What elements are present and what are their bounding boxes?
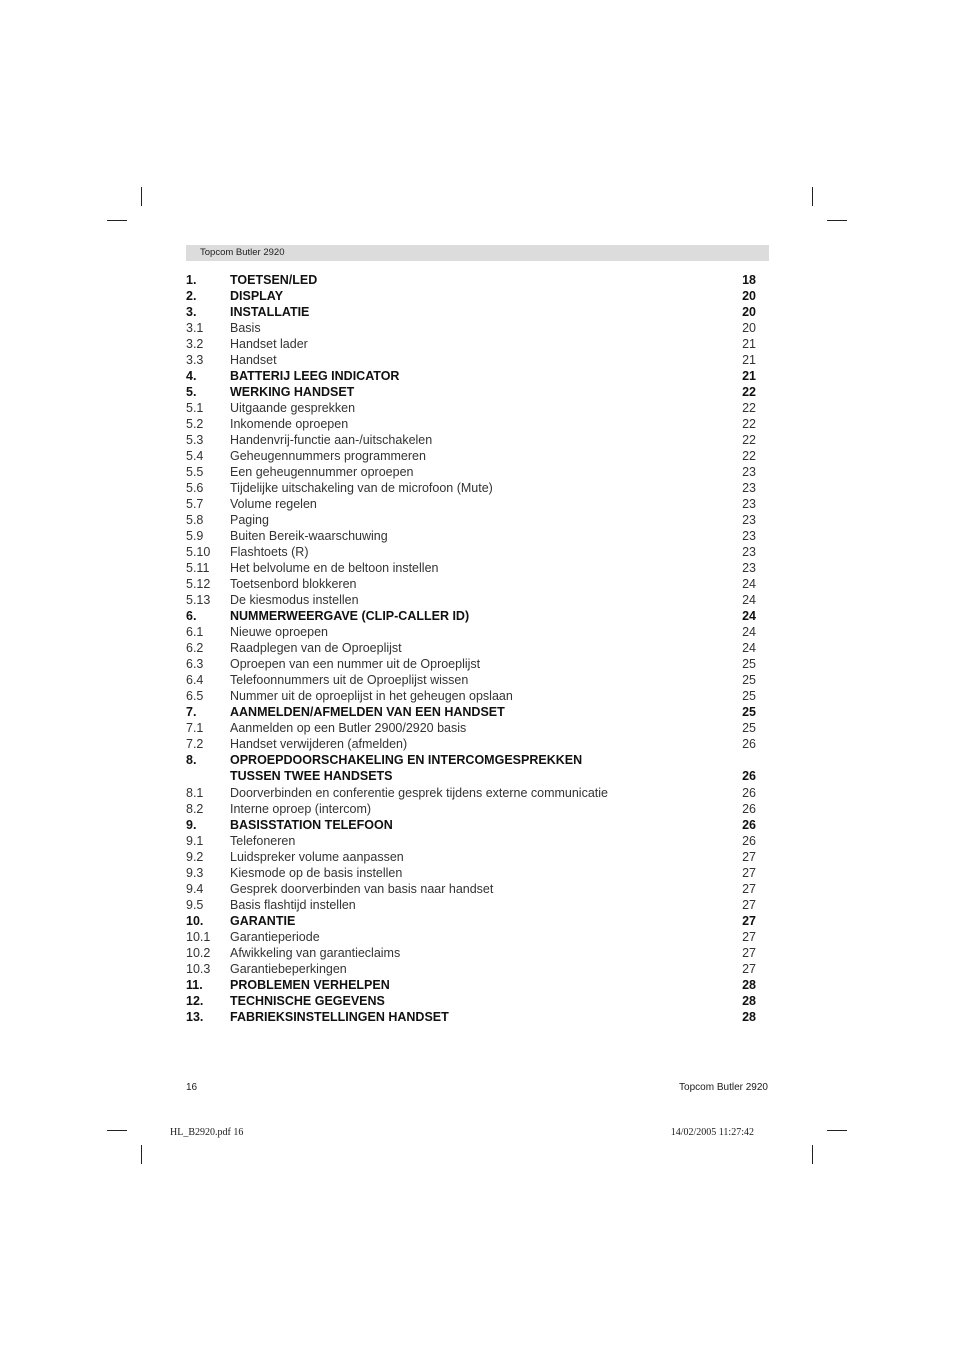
toc-page: 23 bbox=[742, 561, 756, 576]
toc-row bbox=[186, 672, 756, 688]
toc-title: Raadplegen van de Oproeplijst bbox=[230, 641, 402, 656]
toc-title: Flashtoets (R) bbox=[230, 545, 309, 560]
toc-number: 5.7 bbox=[186, 497, 204, 512]
toc-number: 3.2 bbox=[186, 337, 204, 352]
toc-row bbox=[186, 897, 756, 913]
toc-row bbox=[186, 400, 756, 416]
footer-page-number: 16 bbox=[186, 1082, 198, 1093]
crop-mark-bottom-right-horizontal bbox=[827, 1130, 847, 1131]
toc-row bbox=[186, 624, 756, 640]
footer-title: Topcom Butler 2920 bbox=[679, 1082, 768, 1093]
toc-number: 9.1 bbox=[186, 833, 204, 848]
toc-title: Een geheugennummer oproepen bbox=[230, 465, 414, 480]
toc-title: Luidspreker volume aanpassen bbox=[230, 849, 404, 864]
toc-page: 28 bbox=[742, 993, 756, 1008]
toc-page: 22 bbox=[742, 417, 756, 432]
toc-title: Volume regelen bbox=[230, 497, 317, 512]
toc-page: 27 bbox=[742, 945, 756, 960]
toc-title: Handset bbox=[230, 353, 277, 368]
toc-page: 26 bbox=[742, 785, 756, 800]
toc-row bbox=[186, 929, 756, 945]
toc-number: 6. bbox=[186, 609, 197, 624]
toc-page: 18 bbox=[742, 273, 756, 287]
toc-title: NUMMERWEERGAVE (CLIP-CALLER ID) bbox=[230, 609, 470, 624]
crop-mark-bottom-left-horizontal bbox=[107, 1130, 127, 1131]
toc-title: Telefoonnummers uit de Oproeplijst wissen bbox=[230, 673, 469, 688]
toc-number: 5.10 bbox=[186, 545, 211, 560]
toc-number: 6.3 bbox=[186, 657, 204, 672]
toc-number: 10.2 bbox=[186, 945, 211, 960]
toc-page: 25 bbox=[742, 689, 756, 704]
toc-title: Tijdelijke uitschakeling van de microfoon (Mute) bbox=[230, 481, 493, 496]
toc-title: Oproepen van een nummer uit de Oproeplijst bbox=[230, 657, 481, 672]
toc-row bbox=[186, 288, 756, 304]
print-file-name: HL_B2920.pdf 16 bbox=[170, 1127, 244, 1138]
toc-title: TECHNISCHE GEGEVENS bbox=[230, 993, 385, 1008]
toc-number: 10. bbox=[186, 913, 204, 928]
toc-title: BASISSTATION TELEFOON bbox=[230, 817, 393, 832]
toc-title: INSTALLATIE bbox=[230, 305, 310, 320]
toc-page: 28 bbox=[742, 977, 756, 992]
toc-row bbox=[186, 496, 756, 512]
toc-number: 5.4 bbox=[186, 449, 204, 464]
toc-title: Buiten Bereik-waarschuwing bbox=[230, 529, 388, 544]
toc-page: 26 bbox=[742, 737, 756, 752]
toc-page: 21 bbox=[742, 369, 756, 384]
toc-title: WERKING HANDSET bbox=[230, 385, 355, 400]
toc-title: Kiesmode op de basis instellen bbox=[230, 865, 403, 880]
toc-title: GARANTIE bbox=[230, 913, 296, 928]
toc-page: 23 bbox=[742, 545, 756, 560]
toc-row bbox=[186, 993, 756, 1009]
toc-page: 24 bbox=[742, 625, 756, 640]
toc-number: 5.2 bbox=[186, 417, 204, 432]
toc-title: OPROEPDOORSCHAKELING EN INTERCOMGESPREKKEN bbox=[230, 753, 583, 768]
toc-row bbox=[186, 785, 756, 801]
toc-page: 27 bbox=[742, 961, 756, 976]
toc-number: 2. bbox=[186, 289, 197, 304]
toc-page: 20 bbox=[742, 321, 756, 336]
toc-title: Garantiebeperkingen bbox=[230, 961, 347, 976]
toc-title: Aanmelden op een Butler 2900/2920 basis bbox=[230, 721, 467, 736]
toc-page: 27 bbox=[742, 929, 756, 944]
toc-row bbox=[186, 865, 756, 881]
toc-title: PROBLEMEN VERHELPEN bbox=[230, 977, 390, 992]
toc-number: 8.1 bbox=[186, 785, 204, 800]
toc-number: 9.3 bbox=[186, 865, 204, 880]
toc-title: Nieuwe oproepen bbox=[230, 625, 328, 640]
toc-row bbox=[186, 352, 756, 368]
toc-row bbox=[186, 480, 756, 496]
toc-row bbox=[186, 304, 756, 320]
toc-number: 5.6 bbox=[186, 481, 204, 496]
toc-page: 20 bbox=[742, 289, 756, 304]
toc-row bbox=[186, 961, 756, 977]
toc-page: 20 bbox=[742, 305, 756, 320]
toc-row bbox=[186, 817, 756, 833]
toc-title: Basis flashtijd instellen bbox=[230, 897, 356, 912]
toc-row bbox=[186, 801, 756, 817]
toc-number: 9.4 bbox=[186, 881, 204, 896]
toc-number: 5.11 bbox=[186, 561, 210, 576]
toc-number: 3.1 bbox=[186, 321, 204, 336]
crop-mark-top-left-vertical bbox=[141, 187, 142, 206]
toc-row bbox=[186, 464, 756, 480]
toc-row bbox=[186, 849, 756, 865]
toc-number: 6.5 bbox=[186, 689, 204, 704]
toc-number: 5.8 bbox=[186, 513, 204, 528]
toc-title: Inkomende oproepen bbox=[230, 417, 349, 432]
toc-row bbox=[186, 945, 756, 961]
crop-mark-bottom-right-vertical bbox=[812, 1145, 813, 1164]
table-of-contents bbox=[186, 272, 756, 1025]
toc-row bbox=[186, 720, 756, 736]
toc-title: Gesprek doorverbinden van basis naar handset bbox=[230, 881, 494, 896]
toc-row bbox=[186, 608, 756, 624]
toc-page: 23 bbox=[742, 513, 756, 528]
toc-page: 22 bbox=[742, 433, 756, 448]
toc-number: 1. bbox=[186, 273, 197, 287]
toc-row bbox=[186, 688, 756, 704]
toc-number: 5.5 bbox=[186, 465, 204, 480]
toc-number: 8.2 bbox=[186, 801, 204, 816]
toc-page: 23 bbox=[742, 529, 756, 544]
toc-page: 21 bbox=[742, 337, 756, 352]
toc-number: 5.12 bbox=[186, 577, 211, 592]
toc-title: Garantieperiode bbox=[230, 929, 320, 944]
toc-title: AANMELDEN/AFMELDEN VAN EEN HANDSET bbox=[230, 705, 505, 720]
toc-title: TUSSEN TWEE HANDSETS bbox=[230, 769, 393, 784]
toc-title: Paging bbox=[230, 513, 269, 528]
toc-row bbox=[186, 544, 756, 560]
toc-page: 26 bbox=[742, 769, 756, 784]
crop-mark-bottom-left-vertical bbox=[141, 1145, 142, 1164]
toc-page: 24 bbox=[742, 609, 756, 624]
toc-title: Handset verwijderen (afmelden) bbox=[230, 737, 408, 752]
toc-row bbox=[186, 881, 756, 897]
toc-number: 10.1 bbox=[186, 929, 211, 944]
toc-page: 25 bbox=[742, 721, 756, 736]
crop-mark-top-left-horizontal bbox=[107, 220, 127, 221]
toc-page: 25 bbox=[742, 705, 756, 720]
toc-page: 25 bbox=[742, 657, 756, 672]
toc-page: 27 bbox=[742, 897, 756, 912]
toc-number: 6.2 bbox=[186, 641, 204, 656]
toc-number: 3. bbox=[186, 305, 197, 320]
toc-number: 5. bbox=[186, 385, 197, 400]
toc-page: 25 bbox=[742, 673, 756, 688]
toc-number: 5.9 bbox=[186, 529, 204, 544]
toc-title: Basis bbox=[230, 321, 261, 336]
toc-row bbox=[186, 448, 756, 464]
toc-title: Het belvolume en de beltoon instellen bbox=[230, 561, 439, 576]
toc-row bbox=[186, 704, 756, 720]
toc-page: 27 bbox=[742, 865, 756, 880]
toc-title: FABRIEKSINSTELLINGEN HANDSET bbox=[230, 1009, 449, 1024]
toc-row bbox=[186, 833, 756, 849]
running-header bbox=[186, 245, 769, 261]
toc-number: 7.2 bbox=[186, 737, 204, 752]
toc-number: 12. bbox=[186, 993, 204, 1008]
toc-page: 26 bbox=[742, 817, 756, 832]
toc-row bbox=[186, 416, 756, 432]
toc-row bbox=[186, 432, 756, 448]
toc-page: 24 bbox=[742, 593, 756, 608]
toc-number: 7. bbox=[186, 705, 197, 720]
toc-row bbox=[186, 560, 756, 576]
toc-row bbox=[186, 384, 756, 400]
toc-row bbox=[186, 576, 756, 592]
toc-row bbox=[186, 640, 756, 656]
header-title: Topcom Butler 2920 bbox=[200, 247, 285, 258]
toc-row bbox=[186, 320, 756, 336]
toc-number: 13. bbox=[186, 1009, 204, 1024]
toc-page: 28 bbox=[742, 1009, 756, 1024]
toc-title: De kiesmodus instellen bbox=[230, 593, 359, 608]
toc-page: 27 bbox=[742, 913, 756, 928]
toc-title: TOETSEN/LED bbox=[230, 273, 318, 287]
toc-page: 21 bbox=[742, 353, 756, 368]
toc-row bbox=[186, 768, 756, 784]
toc-title: Toetsenbord blokkeren bbox=[230, 577, 357, 592]
toc-row bbox=[186, 752, 756, 768]
toc-number: 5.1 bbox=[186, 401, 204, 416]
toc-number: 7.1 bbox=[186, 721, 204, 736]
toc-row bbox=[186, 528, 756, 544]
toc-title: Nummer uit de oproeplijst in het geheugen opslaan bbox=[230, 689, 513, 704]
toc-number: 5.3 bbox=[186, 433, 204, 448]
toc-number: 10.3 bbox=[186, 961, 211, 976]
toc-title: Interne oproep (intercom) bbox=[230, 801, 372, 816]
toc-number: 9. bbox=[186, 817, 197, 832]
toc-page: 26 bbox=[742, 801, 756, 816]
toc-number: 11. bbox=[186, 977, 203, 992]
toc-title: Telefoneren bbox=[230, 833, 296, 848]
toc-row bbox=[186, 656, 756, 672]
print-datetime: 14/02/2005 11:27:42 bbox=[670, 1127, 754, 1138]
toc-row bbox=[186, 592, 756, 608]
toc-row bbox=[186, 736, 756, 752]
toc-page: 23 bbox=[742, 465, 756, 480]
toc-title: Afwikkeling van garantieclaims bbox=[230, 945, 401, 960]
toc-page: 24 bbox=[742, 641, 756, 656]
toc-row bbox=[186, 1009, 756, 1025]
crop-mark-top-right-vertical bbox=[812, 187, 813, 206]
toc-number: 9.5 bbox=[186, 897, 204, 912]
toc-title: Uitgaande gesprekken bbox=[230, 401, 356, 416]
toc-number: 6.1 bbox=[186, 625, 204, 640]
toc-page: 24 bbox=[742, 577, 756, 592]
toc-page: 26 bbox=[742, 833, 756, 848]
toc-row bbox=[186, 512, 756, 528]
toc-row bbox=[186, 272, 756, 288]
toc-number: 5.13 bbox=[186, 593, 211, 608]
toc-title: Handenvrij-functie aan-/uitschakelen bbox=[230, 433, 433, 448]
toc-row bbox=[186, 913, 756, 929]
toc-title: BATTERIJ LEEG INDICATOR bbox=[230, 369, 400, 384]
toc-row bbox=[186, 368, 756, 384]
toc-number: 6.4 bbox=[186, 673, 204, 688]
toc-title: Handset lader bbox=[230, 337, 308, 352]
toc-title: Geheugennummers programmeren bbox=[230, 449, 426, 464]
toc-number: 3.3 bbox=[186, 353, 204, 368]
toc-page: 22 bbox=[742, 401, 756, 416]
toc-number: 8. bbox=[186, 753, 197, 768]
toc-row bbox=[186, 336, 756, 352]
toc-title: DISPLAY bbox=[230, 289, 284, 304]
toc-page: 27 bbox=[742, 849, 756, 864]
toc-number: 4. bbox=[186, 369, 197, 384]
toc-page: 22 bbox=[742, 449, 756, 464]
toc-number: 9.2 bbox=[186, 849, 204, 864]
toc-page: 23 bbox=[742, 481, 756, 496]
toc-page: 27 bbox=[742, 881, 756, 896]
toc-page: 22 bbox=[742, 385, 756, 400]
toc-page: 23 bbox=[742, 497, 756, 512]
toc-title: Doorverbinden en conferentie gesprek tijdens externe communicatie bbox=[230, 785, 608, 800]
toc-row bbox=[186, 977, 756, 993]
crop-mark-top-right-horizontal bbox=[827, 220, 847, 221]
